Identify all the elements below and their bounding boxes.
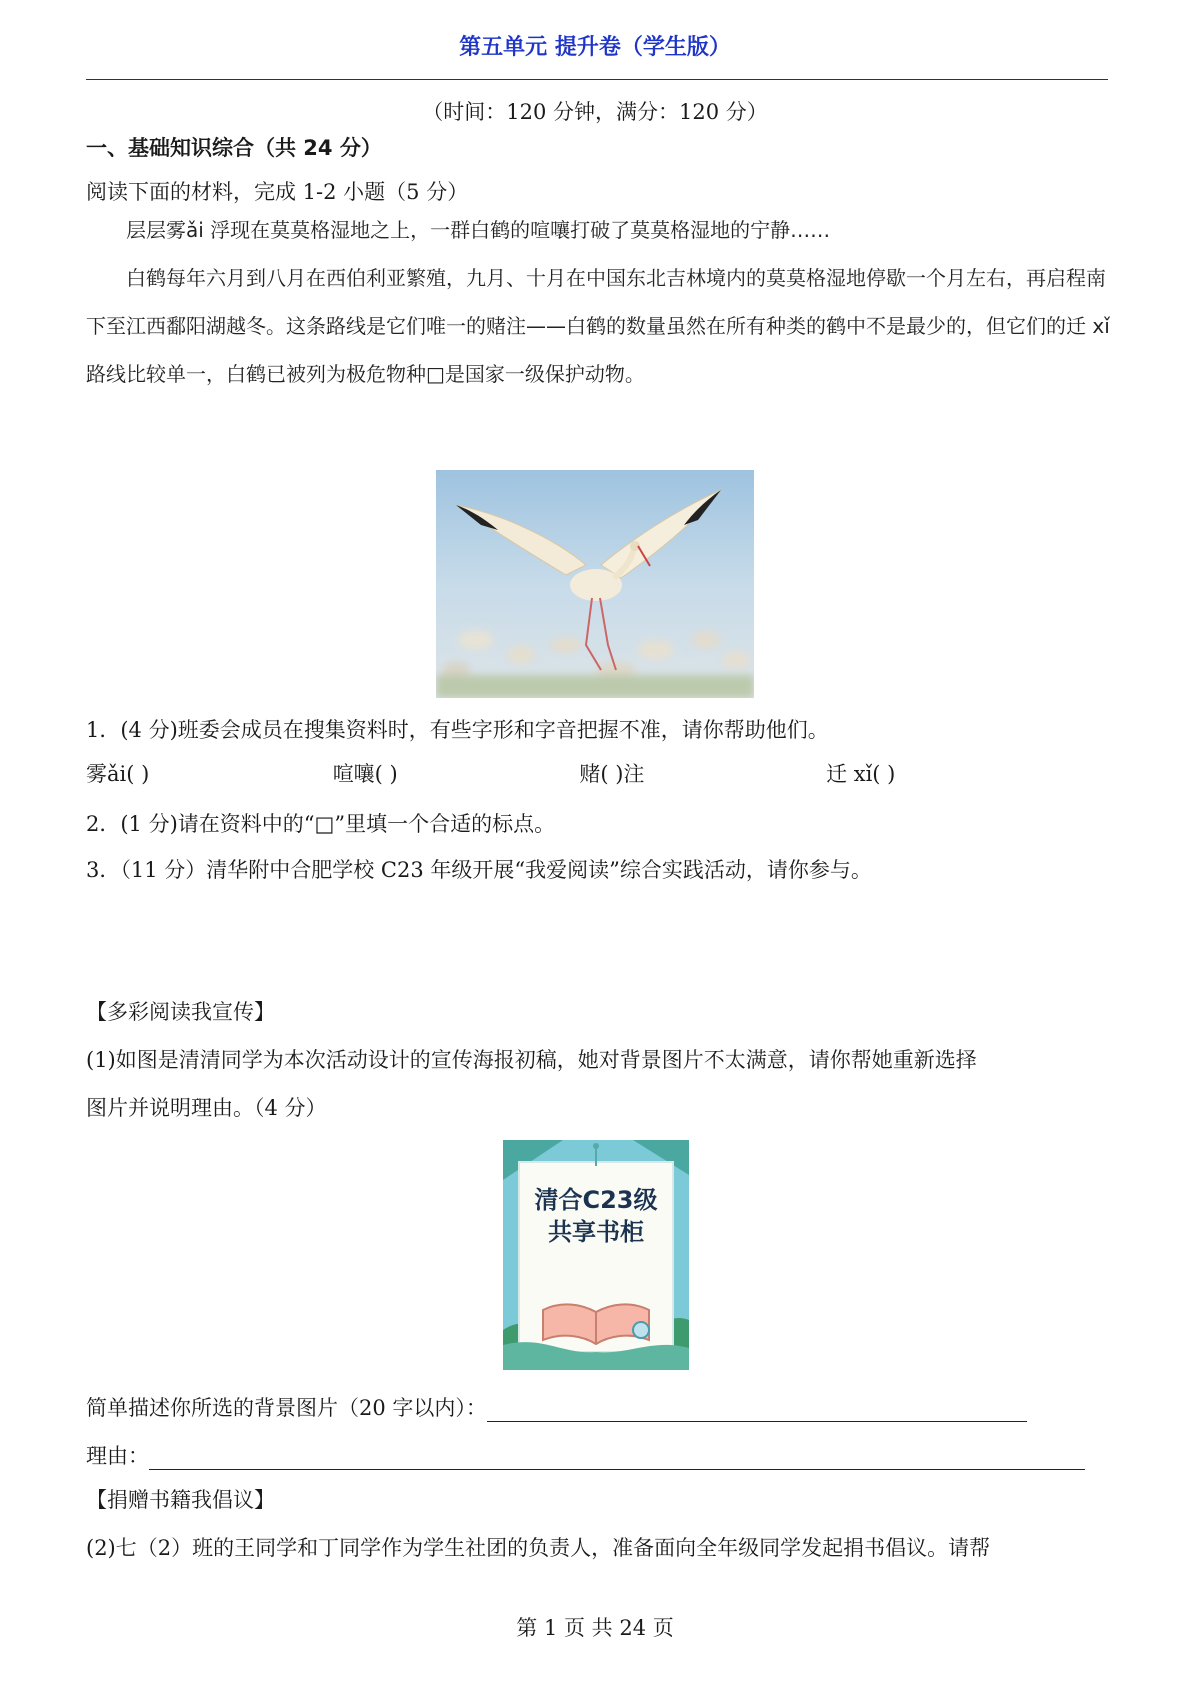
reason-label: 理由：	[86, 1444, 149, 1468]
reading-poster-image	[503, 1140, 689, 1370]
reason-row	[86, 1440, 1085, 1470]
part-b-question-line-1: (2)七（2）班的王同学和丁同学作为学生社团的负责人，准备面向全年级同学发起捐书倡议。请帮	[86, 1536, 991, 1560]
section-1-heading: 一、基础知识综合（共 24 分）	[86, 136, 382, 160]
part-a-question-line-2: 图片并说明理由。（4 分）	[86, 1096, 327, 1120]
question-1: 1．(4 分)班委会成员在搜集资料时，有些字形和字音把握不准，请你帮助他们。	[86, 718, 829, 742]
exam-time-info: （时间：120 分钟，满分：120 分）	[422, 100, 768, 124]
q1-item-bet: 赌( )注	[579, 762, 645, 786]
reason-answer-blank[interactable]	[149, 1447, 1085, 1470]
question-1-items	[86, 758, 895, 788]
reading-instruction: 阅读下面的材料，完成 1-2 小题（5 分）	[86, 180, 469, 204]
page-title: 第五单元 提升卷（学生版）	[459, 35, 731, 60]
poster-title-line-1: 清合C23级	[534, 1186, 658, 1214]
part-a-heading: 【多彩阅读我宣传】	[86, 1000, 275, 1024]
q1-item-migrate: 迁 xǐ( )	[826, 762, 896, 786]
question-2: 2．(1 分)请在资料中的“□”里填一个合适的标点。	[86, 812, 556, 836]
passage-paragraph-2: 白鹤每年六月到八月在西伯利亚繁殖，九月、十月在中国东北吉林境内的莫莫格湿地停歇一个月左右，再启程南下至江西鄱阳湖越冬。这条路线是它们唯一的赌注——白鹤的数量虽然在所有种类的鹤中不是最少的，但它们的迁 xǐ路线比较单一，白鹤已被列为极危物种□是国家一级保护动物。	[86, 266, 1110, 386]
q1-item-noise: 喧嚷( )	[332, 762, 398, 786]
describe-label: 简单描述你所选的背景图片（20 字以内）：	[86, 1396, 487, 1420]
q1-item-fog: 雾ǎi( )	[86, 762, 150, 786]
reading-passage	[86, 206, 1110, 398]
part-a-question-line-1: (1)如图是清清同学为本次活动设计的宣传海报初稿，她对背景图片不太满意，请你帮她重新选择	[86, 1048, 977, 1072]
white-crane-photo	[436, 470, 754, 698]
describe-row	[86, 1392, 1027, 1422]
question-3: 3．（11 分）清华附中合肥学校 C23 年级开展“我爱阅读”综合实践活动，请你参与。	[86, 858, 872, 882]
describe-answer-blank[interactable]	[487, 1399, 1027, 1422]
page-number: 第 1 页 共 24 页	[516, 1616, 674, 1640]
passage-paragraph-1: 层层雾ǎi 浮现在莫莫格湿地之上，一群白鹤的喧嚷打破了莫莫格湿地的宁静……	[126, 218, 831, 242]
poster-title-line-2: 共享书柜	[548, 1218, 644, 1246]
header-divider	[86, 79, 1108, 80]
part-b-heading: 【捐赠书籍我倡议】	[86, 1488, 275, 1512]
